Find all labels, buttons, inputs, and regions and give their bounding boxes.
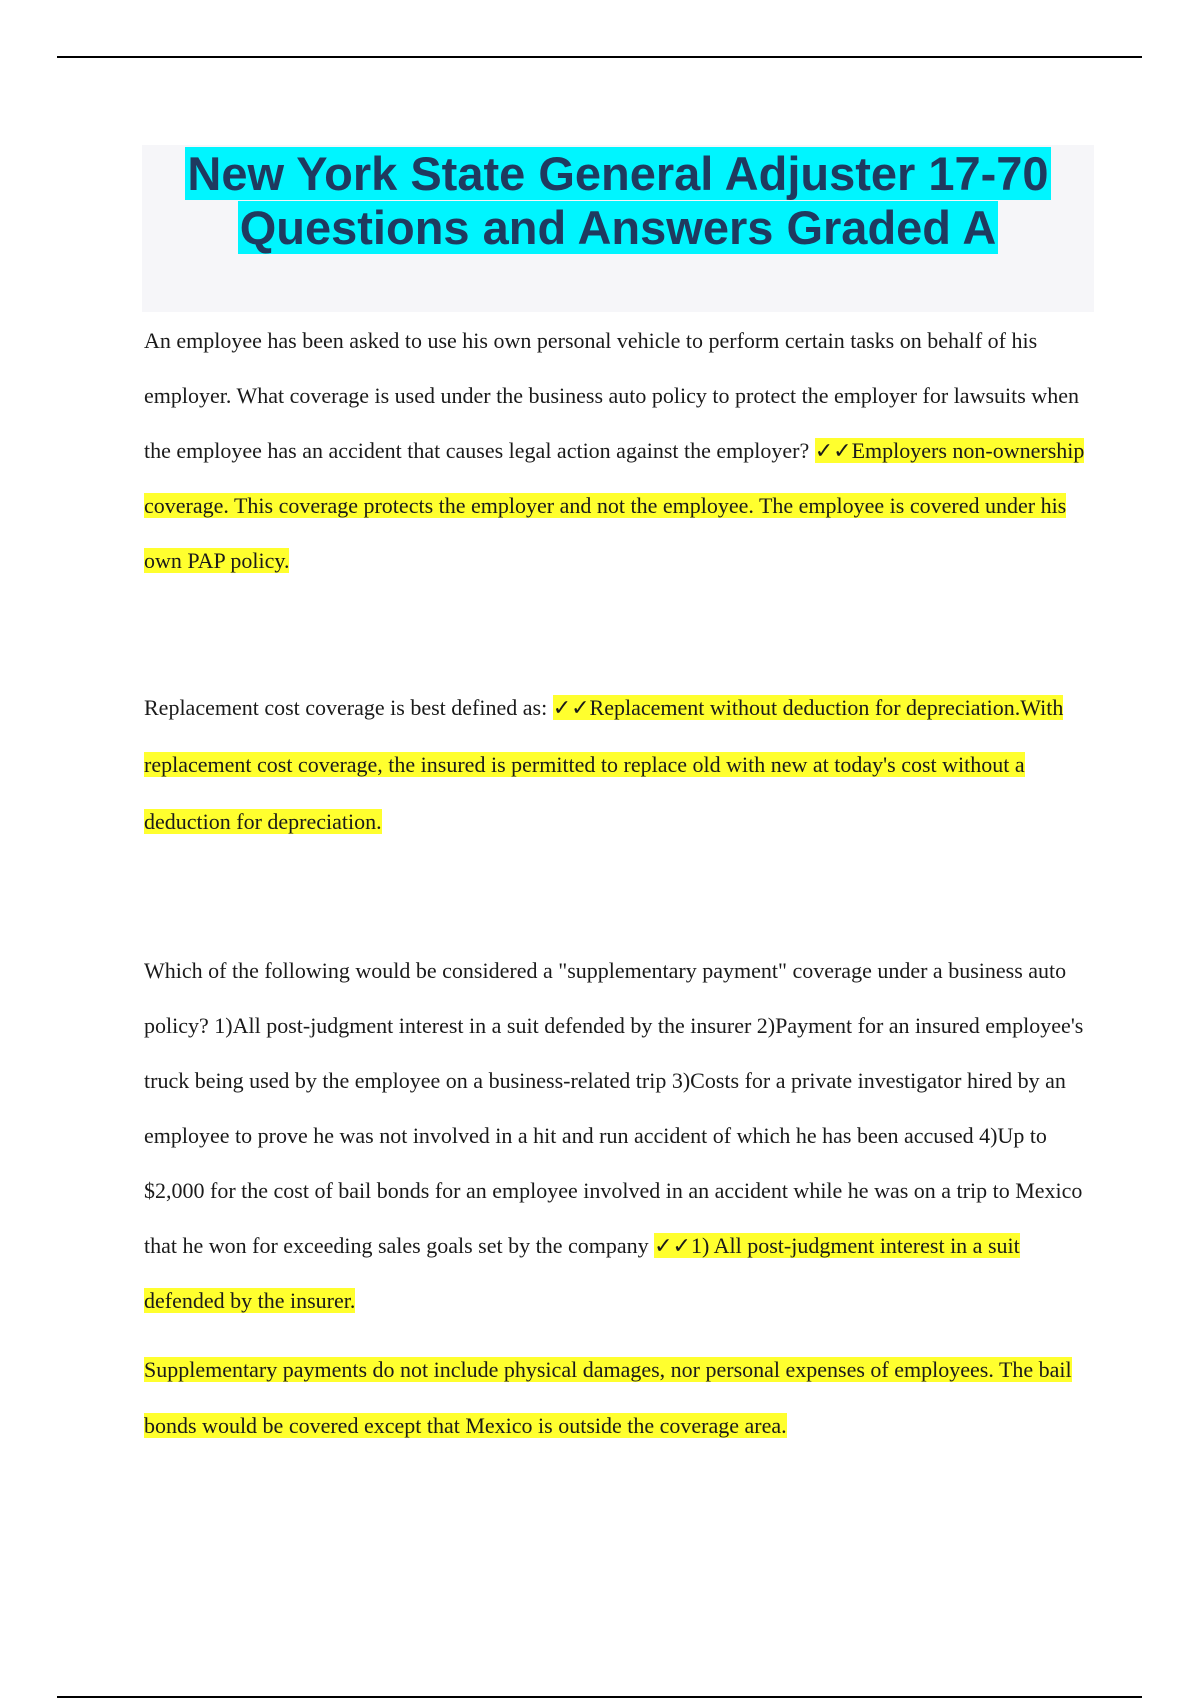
question-text: Which of the following would be considered a "supplementary payment" coverage under a business auto policy? 1)All post-judgment interest in a suit defended by the insurer 2)Payment for an insured employee's truck being used by the employee on a business-related trip 3)Costs for a private investigator hired by an employee to prove he was not involved in a hit and run accident of which he has been accused 4)Up to $2,000 for the cost of bail bonds for an employee involved in an accident while he was on a trip to Mexico that he won for exceeding sales goals set by the company bbox=[144, 958, 1084, 1258]
answer-text: ✓✓Employers non-ownership coverage. This coverage protects the employer and not the employee. The employee is covered under his own PAP policy. bbox=[144, 438, 1085, 573]
answer-text: ✓✓1) All post-judgment interest in a suit defended by the insurer. bbox=[144, 1233, 1020, 1313]
title-line-2: Questions and Answers Graded A bbox=[239, 201, 997, 254]
answer-text: ✓✓Replacement without deduction for depreciation.With replacement cost coverage, the insured is permitted to replace old with new at today's cost without a deduction for depreciation. bbox=[144, 695, 1064, 834]
answer-explanation bbox=[144, 1342, 1094, 1454]
top-rule bbox=[57, 56, 1142, 58]
qa-item-3 bbox=[144, 943, 1094, 1328]
question-text: An employee has been asked to use his own personal vehicle to perform certain tasks on behalf of his employer. What coverage is used under the business auto policy to protect the employer for lawsuits when the employee has an accident that causes legal action against the employer? bbox=[144, 328, 1079, 463]
qa-item-1 bbox=[144, 313, 1094, 588]
title-line-1: New York State General Adjuster 17-70 bbox=[187, 147, 1049, 200]
qa-item-2 bbox=[144, 679, 1094, 850]
bottom-rule bbox=[57, 1696, 1142, 1698]
document-title bbox=[142, 147, 1094, 255]
title-block bbox=[142, 145, 1094, 312]
document-content bbox=[144, 145, 1094, 1454]
explanation-text: Supplementary payments do not include physical damages, nor personal expenses of employees. The bail bonds would be covered except that Mexico is outside the coverage area. bbox=[144, 1357, 1072, 1438]
question-text: Replacement cost coverage is best defined as: bbox=[144, 695, 553, 720]
